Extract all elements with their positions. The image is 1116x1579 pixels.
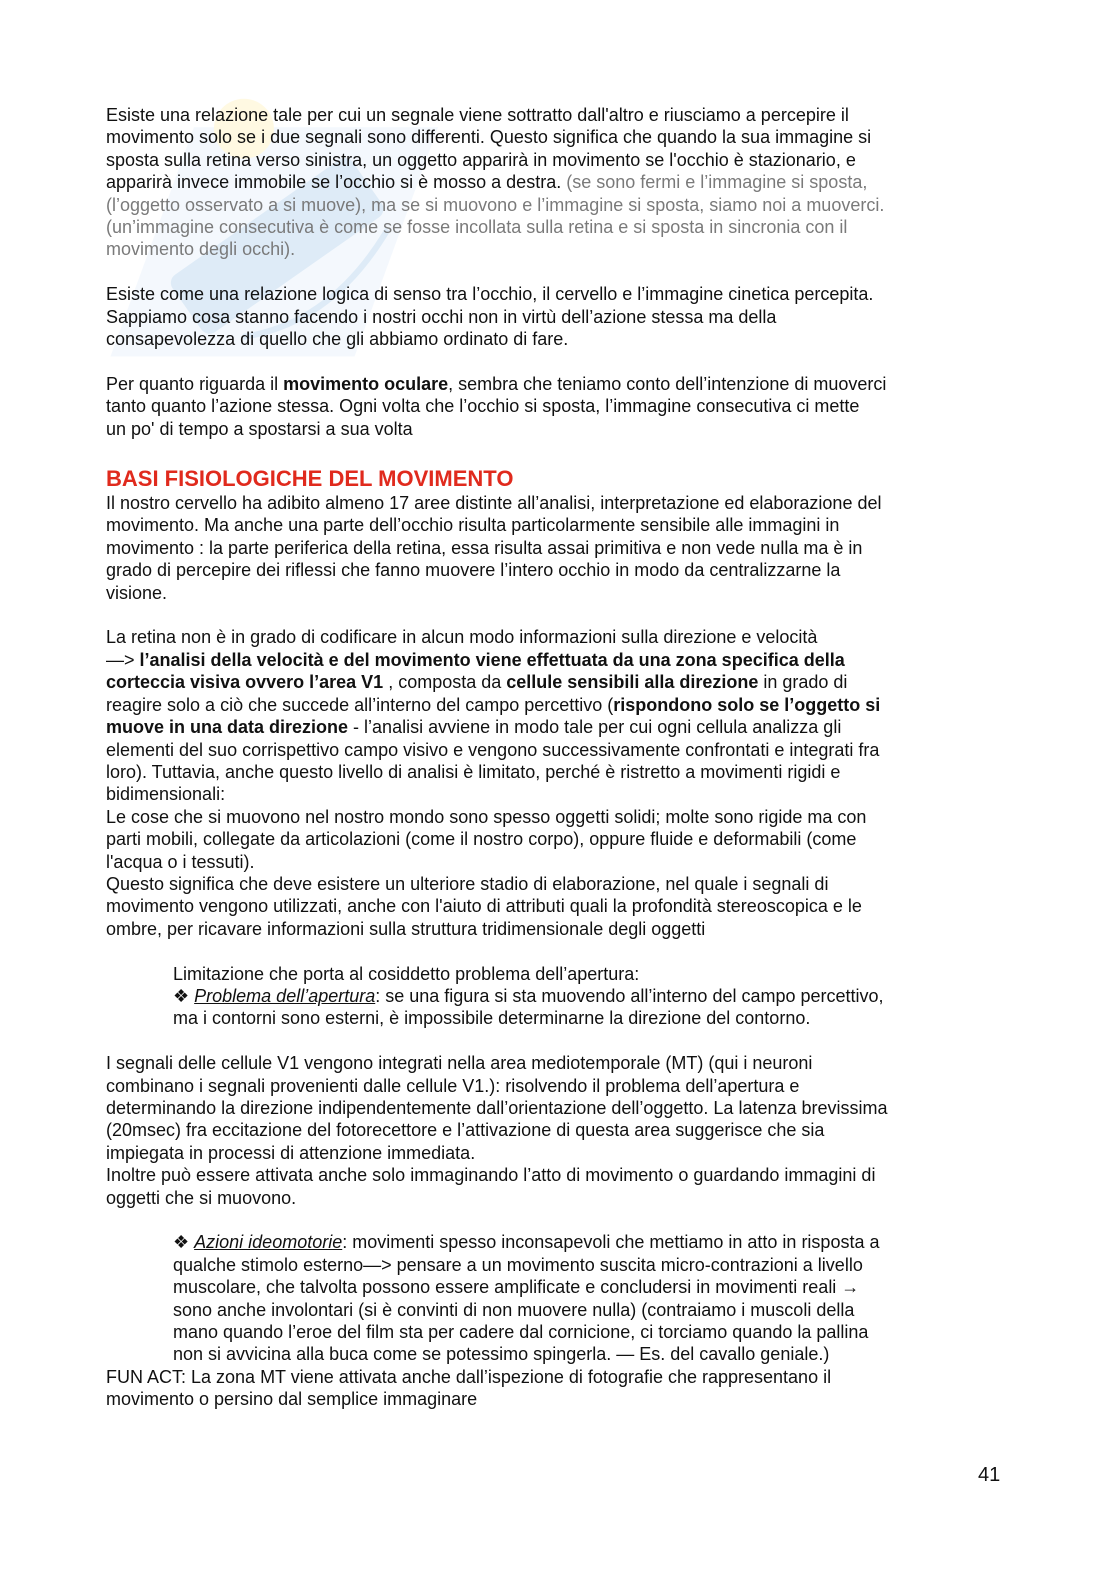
text-run: determinando la direzione indipendentemente dall’orientazione dell’oggetto. La latenza brevissima [106,1097,888,1118]
text-run: : movimenti spesso inconsapevoli che mettiamo in atto in risposta a [342,1232,880,1253]
bold-text: l’analisi della velocità e del movimento viene effettuata da una zona specifica della [139,649,845,670]
text-run: ❖ [173,985,195,1006]
text-line [106,582,1016,604]
text-run: Le cose che si muovono nel nostro mondo sono spesso oggetti solidi; molte sono rigide ma con [106,806,867,827]
text-run: reagire solo a ciò che succede all’interno del campo percettivo ( [106,694,614,715]
text-line [106,828,1016,850]
text-line [106,492,1016,514]
paragraph [106,1052,1016,1209]
text-run: Sappiamo cosa stanno facendo i nostri occhi non in virtù dell’azione stessa ma della [106,306,777,327]
text-line [106,851,1016,873]
text-line [106,1187,1016,1209]
text-run: movimento : la parte periferica della retina, essa risulta assai primitiva e non vede nulla ma è in [106,537,863,558]
text-run: l'acqua o i tessuti). [106,851,255,872]
indented-note [106,963,1016,1030]
text-run: , composta da [383,672,507,693]
text-run: non si avvicina alla buca come se potessimo spingerla. — Es. del cavallo geniale.) [173,1344,830,1365]
text-line [106,761,1016,783]
text-line [106,1388,1016,1410]
text-run: Il nostro cervello ha adibito almeno 17 aree distinte all’analisi, interpretazione ed elaborazione del [106,493,882,514]
text-run: I segnali delle cellule V1 vengono integrati nella area mediotemporale (MT) (qui i neuroni [106,1053,813,1074]
text-line [106,1075,1016,1097]
text-line [106,104,1016,126]
paragraph [106,373,1016,440]
text-line [106,739,1016,761]
text-line [106,918,1016,940]
text-line [106,1164,1016,1186]
text-line [106,238,1016,260]
text-run: : se una figura si sta muovendo all’interno del campo percettivo, [375,985,884,1006]
paragraph [106,1366,1016,1411]
text-run: movimento o persino dal semplice immaginare [106,1389,478,1410]
text-line [173,985,1016,1007]
text-line [106,171,1016,193]
text-run: grado di percepire dei riflessi che fanno muovere l’intero occhio in modo da centralizzarne la [106,560,841,581]
page-number: 41 [978,1464,1001,1486]
text-run: oggetti che si muovono. [106,1187,297,1208]
text-line [106,1119,1016,1141]
text-run: parti mobili, collegate da articolazioni (come il nostro corpo), oppure fluide e deformabili (come [106,829,857,850]
bold-text: cellule sensibili alla direzione [506,672,759,693]
paragraph [106,104,1016,261]
bold-text: movimento oculare [283,373,449,394]
text-line [106,1142,1016,1164]
text-line [173,1343,1016,1365]
term-link: Problema dell’apertura [194,985,376,1006]
text-line [106,1052,1016,1074]
text-line [106,328,1016,350]
paragraph [106,283,1016,350]
text-run: Inoltre può essere attivata anche solo immaginando l’atto di movimento o guardando immagini di [106,1165,876,1186]
text-line [106,1097,1016,1119]
paragraph [106,626,1016,940]
text-line [106,559,1016,581]
text-run: impiegata in processi di attenzione immediata. [106,1142,476,1163]
text-run: movimento. Ma anche una parte dell’occhio risulta particolarmente sensibile alle immagini in [106,515,840,536]
text-run: Limitazione che porta al cosiddetto problema dell’apertura: [173,963,640,984]
section-basi-fisiologiche [106,466,1016,604]
text-line [173,963,1016,985]
text-run: qualche stimolo esterno—> pensare a un movimento suscita micro-contrazioni a livello [173,1254,863,1275]
text-line [106,783,1016,805]
text-line [173,1231,1016,1253]
text-run: , sembra che teniamo conto dell’intenzione di muoverci [448,373,887,394]
text-line [106,626,1016,648]
text-line [173,1299,1016,1321]
document-body [106,104,1016,1411]
text-run: ma i contorni sono esterni, è impossibile determinarne la direzione del contorno. [173,1008,811,1029]
text-line [106,373,1016,395]
text-run: (20msec) fra eccitazione del fotorecettore e l’attivazione di questa area suggerisce che sia [106,1120,825,1141]
text-run: sono anche involontari (si è convinti di non muovere nulla) (contraiamo i muscoli della [173,1299,855,1320]
text-run: tanto quanto l’azione stessa. Ogni volta che l’occhio si sposta, l’immagine consecutiva ci mette [106,396,860,417]
text-run: in grado di [758,672,848,693]
text-run: Per quanto riguarda il [106,373,284,394]
gray-note-text: (un’immagine consecutiva è come se fosse incollata sulla retina e si sposta in sincronia con il [106,217,848,238]
text-run: sposta sulla retina verso sinistra, un oggetto apparirà in movimento se l'occhio è stazionario, e [106,149,856,170]
text-line [173,1254,1016,1276]
text-line [106,649,1016,671]
text-run: apparirà invece immobile se l’occhio si è mosso a destra. [106,172,567,193]
gray-note-text: (l’oggetto osservato a si muove), ma se si muovono e l’immagine si sposta, siamo noi a muoverci. [106,194,885,215]
text-line [106,216,1016,238]
text-run: mano quando l’eroe del film sta per cadere dal cornicione, ci torciamo quando la pallina [173,1322,869,1343]
text-line [106,514,1016,536]
bold-text: corteccia visiva ovvero l’area V1 [106,672,384,693]
text-run: un po' di tempo a spostarsi a sua volta [106,418,413,439]
bold-text: rispondono solo se l’oggetto si [613,694,881,715]
text-line [106,1366,1016,1388]
text-line [106,283,1016,305]
text-run: —> [106,649,140,670]
text-run: loro). Tuttavia, anche questo livello di analisi è limitato, perché è ristretto a movimenti rigidi e [106,761,841,782]
text-line [106,671,1016,693]
text-run: Esiste una relazione tale per cui un segnale viene sottratto dall'altro e riusciamo a percepire il [106,105,849,125]
text-line [106,126,1016,148]
bold-text: muove in una data direzione [106,717,349,738]
text-line [173,1321,1016,1343]
section-heading: BASI FISIOLOGICHE DEL MOVIMENTO [106,466,514,492]
text-run: ❖ [173,1232,195,1253]
text-line [106,466,1016,492]
text-run: muscolare, che talvolta possono essere amplificate e concludersi in movimenti reali → [173,1277,860,1298]
text-line [106,537,1016,559]
text-run: consapevolezza di quello che gli abbiamo ordinato di fare. [106,329,569,350]
text-line [106,806,1016,828]
text-line [106,716,1016,738]
text-run: La retina non è in grado di codificare in alcun modo informazioni sulla direzione e velocità [106,627,818,648]
text-run: FUN ACT: La zona MT viene attivata anche dall’ispezione di fotografie che rappresentano il [106,1366,832,1387]
text-run: movimento solo se i due segnali sono differenti. Questo significa che quando la sua immagine si [106,127,872,148]
gray-note-text: (se sono fermi e l’immagine si sposta, [566,172,868,193]
text-run: visione. [106,582,168,603]
text-line [106,395,1016,417]
text-run: Questo significa che deve esistere un ulteriore stadio di elaborazione, nel quale i segnali di [106,873,829,894]
text-run: bidimensionali: [106,784,226,805]
indented-note [106,1231,1016,1365]
text-line [106,873,1016,895]
text-run: movimento vengono utilizzati, anche con l'aiuto di attributi quali la profondità stereoscopica e le [106,896,862,917]
text-line [106,895,1016,917]
text-run: combinano i segnali provenienti dalle cellule V1.): risolvendo il problema dell’apertura e [106,1075,800,1096]
text-line [106,149,1016,171]
text-line [173,1007,1016,1029]
text-run: ombre, per ricavare informazioni sulla struttura tridimensionale degli oggetti [106,918,706,939]
text-run: Esiste come una relazione logica di senso tra l’occhio, il cervello e l’immagine cinetica percepita. [106,284,874,305]
term-link: Azioni ideomotorie [194,1232,343,1253]
text-line [106,694,1016,716]
text-line [173,1276,1016,1298]
text-run: elementi del suo corrispettivo campo visivo e vengono successivamente confrontati e integrati fra [106,739,880,760]
text-line [106,306,1016,328]
gray-note-text: movimento degli occhi). [106,239,296,260]
text-run: - l’analisi avviene in modo tale per cui ogni cellula analizza gli [348,717,842,738]
text-line [106,418,1016,440]
text-line [106,194,1016,216]
